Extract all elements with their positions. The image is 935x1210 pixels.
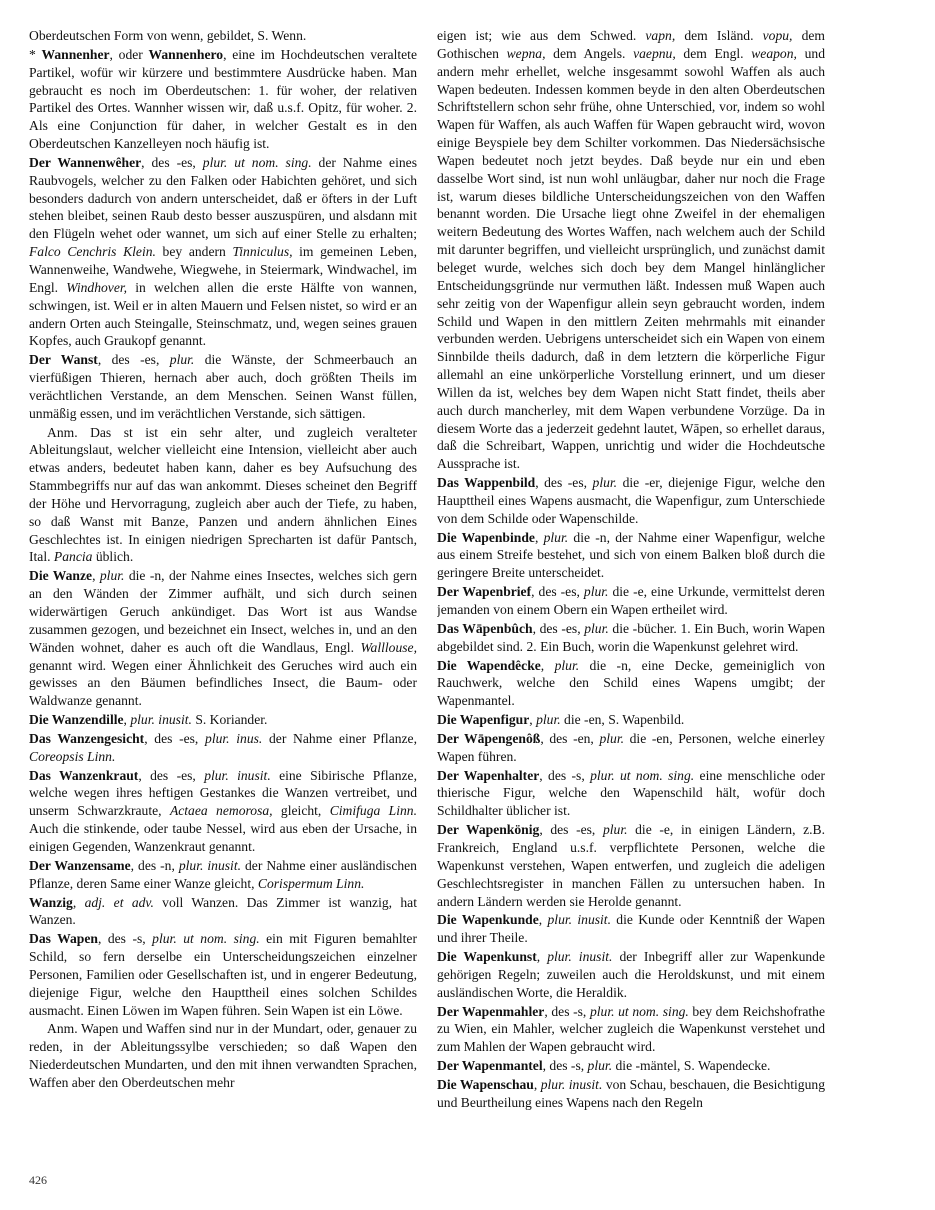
entry-text: die -mäntel, S. Wapendecke.: [612, 1058, 771, 1074]
entry-text: die -n, der Nahme einer Wapenfigur, welche aus einem Streife bestehet, und sich von einem Balken bloß durch die geringere Breite unterscheidet.: [437, 529, 825, 581]
entry-text: ein mit Figuren bemahlter Schild, so fern derselbe ein Unterscheidungszeichen einzelner Personen, Familien oder Gesellschaften ist, und in engerer Bedeutung, diejenige Figur, welche den Haupttheil eines solchen Schildes ausmacht. Einen Löwen im Wapen führen. Sein Wapen ist ein Löwe.: [29, 931, 417, 1018]
italic-term: plur. inusit.: [547, 912, 611, 928]
entry-text: , des -es,: [531, 584, 584, 600]
entry-wannenweher: [29, 154, 417, 350]
italic-term: plur.: [554, 657, 580, 673]
entry-text: ,: [92, 568, 100, 584]
headword: Die Wapenfigur: [437, 712, 530, 728]
italic-term: vopu,: [762, 28, 793, 43]
entry-wapen-anm: [29, 1020, 417, 1091]
entry-text: der Nahme eines Raubvogels, welcher zu den Falken oder Habichten gehöret, und sich besonders dadurch von andern unterscheidet, daß er öfters in der Luft stehen bleibet, seinen Raub desto besser auszuspüren, und alsdann mit den Flügeln wehet oder wannet, um sich auf einer Stelle zu erhalten;: [29, 154, 417, 242]
entry-text: die -e, in einigen Ländern, z.B. Frankreich, England u.s.f. verpflichtete Personen, welche die Wapenkunst verstehen, Wapen entwerfen, und zugleich die adeligen Geschlechtsregister in manchen Fällen zu untersuchen haben. In andern Ländern werden sie Herolde genannt.: [437, 822, 825, 909]
entry-text: , des -s,: [544, 1003, 590, 1019]
entry-text: der Nahme einer Pflanze,: [262, 730, 417, 746]
italic-term: plur.: [169, 352, 195, 368]
entry-text: ,: [533, 1076, 541, 1092]
italic-term: plur.: [587, 1058, 613, 1074]
entry-text: , des -en,: [540, 730, 600, 746]
headword: Die Wapenkunst: [437, 949, 537, 965]
italic-term: Cimifuga Linn.: [329, 803, 417, 819]
entry-text: , des -s,: [97, 931, 153, 947]
entry-wapenbinde: [437, 529, 825, 583]
entry-text: ,: [529, 712, 537, 728]
italic-term: plur.: [592, 475, 618, 491]
italic-term: Walllouse,: [360, 639, 417, 655]
entry-wapenschau: [437, 1076, 825, 1112]
entry-text: , des -es,: [539, 822, 603, 838]
entry-text: bey dem Reichshofrathe zu Wien, ein Mahler, welcher zugleich die Wapenkunst verstehet und zum Mahlen der Wapen gebraucht wird.: [437, 1003, 825, 1055]
entry-text: , des -es,: [535, 475, 593, 491]
entry-text: Anm. Das st ist ein sehr alter, und zugleich veralteter Ableitungslaut, welcher vielleicht eine Intension, vielleicht aber auch etwas anders, bedeutet haben kann, daher es bey Aufsuchung des Stammbegriffs nur auf das wan ankommt. Dieses scheinet den Begriff der Höhe und Hervorragung, zugleich aber auch der Tiefe, zu haben, so daß Wanst mit Banze, Panzen und andern ähnlichen Eines Geschlechtes ist. In einigen niedrigen Sprecharten ist dafür Pantsch, Ital.: [29, 424, 417, 565]
entry-wapenmantel: [437, 1057, 825, 1075]
entry-wanzig: [29, 894, 417, 930]
italic-term: Actaea nemorosa,: [169, 803, 273, 819]
entry-wapenbuch: [437, 620, 825, 656]
entry-text: üblich.: [92, 549, 134, 565]
entry-text: die Kunde oder Kenntniß der Wapen und ihrer Theile.: [437, 912, 825, 946]
entry-text: die -en, S. Wapenbild.: [560, 712, 685, 728]
entry-text: und andern mehr erhellet, welche insgesammt sowohl Waffen als auch Wapen bedeuten. Indessen kommen beyde in den alten Oberdeutschen Schriftstellern schon sehr frühe, ohne Unterschied, vor, indem so wohl Wapen für Waffen, als auch Waffen für Wapen gebraucht wird, wovon einige Beyspiele bey dem Schilter vorkommen. Das Niedersächsische Wapen bedeutet noch jetzt beydes. Daß beyde nur ein und eben dasselbe Wort sind, ist nun wohl unläugbar, daher nur noch die Frage ist, warum dieses bildliche Unterscheidungszeichen von den Waffen benannt worden. Die Ursache liegt ohne Zweifel in der ehemaligen weitern Bedeutung des Wortes Waffen, nach welchem auch der Schild mit darunter begriffen, und vielleicht ursprünglich, und zunächst damit beleget wurde, welches sich doch bey dem Mangel hinlänglicher Entscheidungsgründe nur vermuthen läßt. Indessen muß Wapen auch sehr zeitig von der Wapenfigur allein seyn gebraucht worden, indem Schild und Wapen in den mittlern Zeiten mehrmahls mit einander verbunden werden. Uebrigens unterscheidet sich ein Wapen von einem Sinnbilde theils dadurch, daß in dem letztern die körperliche Figur allemahl an eine unkörperliche Vorstellung erinnert, und um dieser Willen da ist, welches bey dem Wapen nicht Statt findet, theils aber auch durch mancherley, mit dem Wapen verbundene Vorzüge. Da in diesem Worte das a jederzeit gedehnt lautet, Wāpen, so erhellet daraus, daß die Schreibart, Wappen, unrichtig und wider die Hochdeutsche Aussprache ist.: [437, 45, 825, 472]
entry-text: Oberdeutschen Form von wenn, gebildet, S. Wenn.: [29, 28, 307, 43]
entry-wannenher: [29, 46, 417, 153]
entry-wapenfigur: [437, 711, 825, 729]
entry-text: Auch die stinkende, oder taube Nessel, wird aus eben der Ursache, in einigen Gegenden, Wanzenkraut genannt.: [29, 821, 417, 854]
headword: Die Wapenkunde: [437, 912, 539, 928]
entry-text: dem Angels.: [545, 45, 634, 61]
entry-text: , des -es,: [144, 730, 206, 746]
entry-text: bey andern: [155, 244, 233, 260]
entry-text: in welchen allen die erste Hälfte von wannen, schwingen, ist. Weil er in alten Mauern und Felsen nistet, so wird er an andern Orten auch Steingalle, Steinschmatz, und, wegen seines grauen Kopfes, auch Graukopf genannt.: [29, 279, 417, 349]
italic-term: plur. inus.: [205, 730, 263, 746]
italic-term: weapon,: [751, 45, 797, 61]
headword: Das Wappenbild: [437, 475, 536, 491]
entry-text: gleicht,: [272, 803, 330, 819]
italic-term: plur. inusit.: [204, 767, 271, 783]
headword: Das Wanzengesicht: [29, 730, 145, 746]
entry-text: S. Koriander.: [191, 712, 268, 728]
entry-text: voll Wanzen. Das Zimmer ist wanzig, hat Wanzen.: [29, 894, 417, 928]
entry-text: , oder: [109, 46, 149, 62]
italic-term: plur.: [584, 620, 609, 636]
entry-wanzendille: [29, 711, 417, 729]
entry-text: , des -n,: [130, 857, 179, 873]
headword: Der Wannenwêher: [29, 154, 142, 170]
italic-term: plur. ut nom. sing.: [590, 767, 695, 783]
entry-text: die -n, der Nahme eines Insectes, welches sich gern an den Wänden der Zimmer aufhält, und sich durch seinen widerwärtigen Geruch ankündiget. Das Wort ist aus Wandse zusammen gezogen, und bezeichnet ein Insect, welches in, und an den Wänden wohnet, daher es auch oft die Wandlaus, Engl.: [29, 568, 417, 655]
entry-wanze: [29, 567, 417, 710]
entry-text: , des -es,: [97, 352, 170, 368]
headword: Wannenher: [41, 46, 110, 62]
italic-term: plur.: [99, 568, 125, 584]
italic-term: plur. ut nom. sing.: [202, 154, 312, 170]
entry-wapenkunst: [437, 948, 825, 1002]
italic-term: plur. ut nom. sing.: [589, 1003, 689, 1019]
italic-term: plur. inusit.: [130, 712, 192, 728]
italic-term: plur.: [536, 712, 561, 728]
entry-text: genannt wird. Wegen einer Ähnlichkeit des Geruches wird auch ein gewisses an den Bäumen befindliches Insect, die Baum- oder Waldwanze genannt.: [29, 657, 417, 709]
entry-text: ,: [540, 657, 555, 673]
headword: Der Wapenmantel: [437, 1058, 543, 1074]
entry-text: dem Gothischen: [437, 28, 825, 61]
entry-wapendecke: [437, 657, 825, 711]
italic-term: Tinniculus,: [232, 244, 293, 260]
entry-text: die Wänste, der Schmeerbauch an vierfüßigen Thieren, hernach aber auch, doch größten Theils im verächtlichen Verstande, an dem Menschen. Seinen Wanst füllen, unmäßig essen, und im verächtlichen Verstande, sich sättigen.: [29, 352, 417, 421]
italic-term: plur.: [543, 529, 569, 545]
entry-text: ,: [538, 912, 548, 928]
italic-term: plur.: [602, 822, 628, 838]
headword: Der Wanzensame: [29, 857, 131, 873]
entry-wapen-anm-cont: [437, 27, 825, 473]
italic-term: plur.: [583, 584, 609, 600]
entry-wanzenkraut: [29, 767, 417, 856]
entry-text: dem Engl.: [675, 45, 752, 61]
entry-text: ,: [72, 894, 85, 910]
entry-wapengenoss: [437, 730, 825, 766]
headword: Der Wapenkönig: [437, 822, 540, 838]
entry-text: eine Sibirische Pflanze, welche wegen ihres heftigen Gestankes die Wanzen vertreibet, und unserm Schwarzkraute,: [29, 767, 417, 819]
headword: Der Wapenhalter: [437, 767, 540, 783]
entry-wanzengesicht: [29, 730, 417, 766]
headword: Die Wapendêcke: [437, 657, 541, 673]
headword: Der Wāpengenôß: [437, 730, 541, 746]
entry-wanst-anm: [29, 424, 417, 567]
headword: Das Wāpenbûch: [437, 620, 533, 636]
headword: Die Wanzendille: [29, 712, 124, 728]
right-column: [437, 27, 825, 1172]
italic-term: plur. inusit.: [547, 949, 613, 965]
italic-term: vaepnu,: [633, 45, 676, 61]
italic-term: adj. et adv.: [84, 894, 154, 910]
page-number: 426: [29, 1173, 47, 1187]
entry-wenn-continuation: [29, 27, 417, 45]
italic-term: Windhover,: [66, 279, 128, 295]
entry-wapenkoenig: [437, 821, 825, 910]
entry-text: die -n, eine Decke, gemeiniglich von Rauchwerk, welche den Schild eines Wapens umgibt; der Wapenmantel.: [437, 657, 825, 709]
entry-wapenkunde: [437, 911, 825, 947]
headword: Die Wanze: [29, 568, 93, 584]
headword: Die Wapenbinde: [437, 529, 535, 545]
entry-text: , eine im Hochdeutschen veraltete Partikel, wofür wir kürzere und bestimmtere Ausdrücke haben. Man gebraucht es noch im Oberdeutschen: 1. für woher, der relativen Partikel des Ortes. Wannher wissen wir, daß u.s.f. Opitz, für woher. 2. Als eine Conjunction für daher, in welcher Gestalt es in den Oberdeutschen Kanzelleyen noch häufig ist.: [29, 46, 417, 152]
italic-term: plur. inusit.: [540, 1076, 603, 1092]
entry-text: , des -es,: [141, 154, 203, 170]
italic-term: Pancia: [53, 549, 93, 565]
entry-wapenhalter: [437, 767, 825, 821]
entry-text: die -er, diejenige Figur, welche den Haupttheil eines Wapens ausmacht, die Wapenfigur, zum Unterschiede von dem Schilde oder Wapenschilde.: [437, 475, 825, 526]
entry-text: Anm. Wapen und Waffen sind nur in der Mundart, oder, genauer zu reden, in der Ableitungssylbe verschieden; so daß Wapen den Niederdeutschen Mundarten, und den mit ihnen verwandten Sprachen, Waffen aber den Oberdeutschen mehr: [29, 1021, 417, 1090]
entry-text: ,: [534, 529, 544, 545]
italic-term: Corispermum Linn.: [257, 875, 365, 891]
italic-term: plur. inusit.: [178, 857, 242, 873]
headword: Wannenhero: [148, 46, 224, 62]
entry-text: , des -es,: [532, 620, 585, 636]
headword: Der Wapenmahler: [437, 1003, 545, 1019]
entry-text: die -bücher. 1. Ein Buch, worin Wapen abgebildet sind. 2. Ein Buch, worin die Wapenkunst gelehret wird.: [437, 620, 825, 654]
entry-text: von Schau, beschauen, die Besichtigung und Beurtheilung eines Wapens nach den Regeln: [437, 1076, 825, 1110]
headword: Wanzig: [29, 894, 73, 910]
entry-wapen: [29, 930, 417, 1019]
entry-text: der Nahme einer ausländischen Pflanze, deren Same einer Wanze gleicht,: [29, 857, 417, 891]
entry-text: die -en, Personen, welche einerley Wapen führen.: [437, 730, 825, 764]
italic-term: plur.: [599, 730, 625, 746]
entry-wanst: [29, 351, 417, 422]
entry-text: , des -s,: [539, 767, 591, 783]
entry-text: eine menschliche oder thierische Figur, welche den Wapenschild hält, wofür doch Schildhalter üblicher ist.: [437, 767, 825, 819]
entry-wanzensame: [29, 857, 417, 893]
headword: Der Wapenbrief: [437, 584, 532, 600]
entry-text: , des -s,: [542, 1058, 588, 1074]
headword: Das Wanzenkraut: [29, 767, 139, 783]
entry-text: ,: [123, 712, 131, 728]
entry-text: eigen ist; wie aus dem Schwed.: [437, 28, 646, 43]
left-column: [29, 27, 417, 1172]
entry-text: *: [29, 46, 42, 62]
italic-term: Coreopsis Linn.: [29, 748, 116, 764]
entry-text: dem Isländ.: [675, 28, 763, 43]
entry-text: ,: [536, 949, 548, 965]
entry-text: die -e, eine Urkunde, vermittelst deren jemanden von einem Obern ein Wapen ertheilet wird.: [437, 584, 825, 617]
entry-wapenmahler: [437, 1003, 825, 1057]
headword: Das Wapen: [29, 931, 98, 947]
entry-wappenbild: [437, 474, 825, 528]
italic-term: vapn,: [645, 28, 676, 43]
entry-wapenbrief: [437, 583, 825, 619]
headword: Der Wanst: [29, 352, 98, 368]
entry-text: , des -es,: [138, 767, 205, 783]
entry-text: der Inbegriff aller zur Wapenkunde gehörigen Regeln; zuweilen auch die Heroldskunst, und mit einem ausländischen Worte, die Heraldik.: [437, 949, 825, 1000]
italic-term: plur. ut nom. sing.: [152, 931, 260, 947]
headword: Die Wapenschau: [437, 1076, 534, 1092]
entry-text: im gemeinen Leben, Wannenweihe, Wandwehe, Wiegwehe, in Steiermark, Windwachel, im Engl.: [29, 244, 417, 295]
italic-term: Falco Cenchris Klein.: [29, 244, 156, 260]
italic-term: wepna,: [506, 45, 546, 61]
